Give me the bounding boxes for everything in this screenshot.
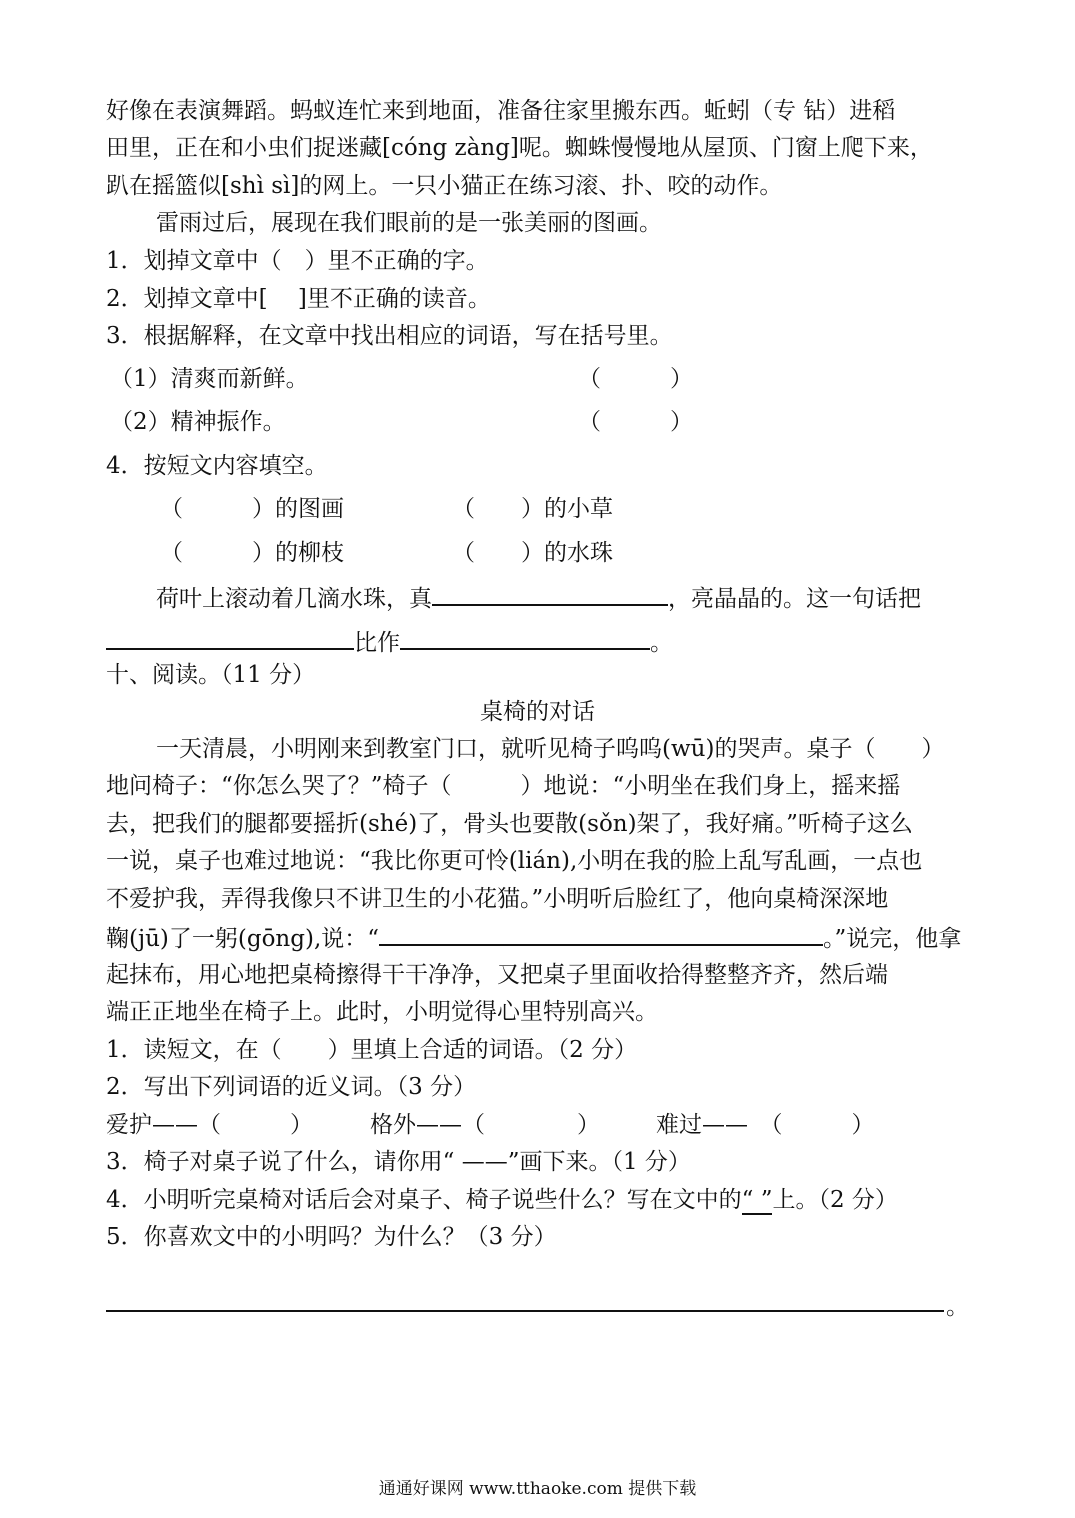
synonym-2[interactable]: 格外——（ ）: [370, 1112, 600, 1138]
passage-line-4: 雷雨过后，展现在我们眼前的是一张美丽的图画。: [156, 210, 662, 236]
section-10-heading: 十、阅读。（11 分）: [106, 662, 316, 688]
q9-question-3: 3．根据解释，在文章中找出相应的词语，写在括号里。: [106, 323, 673, 349]
q9-sentence-line-2: 比作 。: [106, 626, 673, 658]
q9-sentence-line-1: 荷叶上滚动着几滴水珠，真 ，亮晶晶的。这一句话把: [156, 582, 921, 614]
story-line-1: 一天清晨，小明刚来到教室门口，就听见椅子呜呜(wū)的哭声。桌子（ ）: [156, 736, 945, 762]
q9-fill-picture[interactable]: （ ）的图画: [160, 496, 344, 522]
passage-line-2: 田里，正在和小虫们捉迷藏[cóng zàng]呢。蜘蛛慢慢地从屋顶、门窗上爬下来，: [106, 135, 933, 161]
synonym-1[interactable]: 爱护——（ ）: [106, 1112, 313, 1138]
answer-blank[interactable]: [432, 582, 668, 606]
page-footer: 通通好课网 www.tthaoke.com 提供下载: [378, 1479, 697, 1499]
story-line-8: 端正正地坐在椅子上。此时，小明觉得心里特别高兴。: [106, 999, 658, 1025]
story-line-7: 起抹布，用心地把桌椅擦得干干净净，又把桌子里面收拾得整整齐齐，然后端: [106, 962, 888, 988]
answer-line[interactable]: [106, 1310, 944, 1312]
story-line-4: 一说，桌子也难过地说：“我比你更可怜(lián),小明在我的脸上乱写乱画，一点也: [106, 848, 923, 874]
answer-blank[interactable]: [400, 626, 650, 650]
q9-question-2: 2．划掉文章中[ ]里不正确的读音。: [106, 286, 491, 312]
passage-line-3: 趴在摇篮似[shì sì]的网上。一只小猫正在练习滚、扑、咬的动作。: [106, 173, 783, 199]
s10-question-3: 3．椅子对桌子说了什么，请你用“ ——”画下来。（1 分）: [106, 1149, 691, 1175]
story-line-2: 地问椅子：“你怎么哭了？”椅子（ ）地说：“小明坐在我们身上，摇来摇: [106, 773, 901, 799]
q9-answer-paren-1[interactable]: （ ）: [578, 366, 693, 392]
q9-question-1: 1．划掉文章中（ ）里不正确的字。: [106, 248, 489, 274]
q9-fill-grass[interactable]: （ ）的小草: [452, 496, 613, 522]
s10-question-4: 4．小明听完桌椅对话后会对桌子、椅子说些什么？写在文中的“ ”上。（2 分）: [106, 1187, 898, 1213]
q9-question-3-item-2: （2）精神振作。: [110, 409, 286, 435]
answer-line-end: 。: [946, 1294, 969, 1320]
s10-question-1: 1．读短文，在（ ）里填上合适的词语。（2 分）: [106, 1037, 638, 1063]
story-line-6: 鞠(jū)了一躬(gōng),说：“ 。”说完，他拿: [106, 922, 961, 954]
story-line-5: 不爱护我，弄得我像只不讲卫生的小花猫。”小明听后脸红了，他向桌椅深深地: [106, 886, 889, 912]
q9-question-4: 4．按短文内容填空。: [106, 453, 328, 479]
passage-line-1: 好像在表演舞蹈。蚂蚁连忙来到地面，准备往家里搬东西。蚯蚓（专 钻）进稻: [106, 98, 896, 124]
story-title: 桌椅的对话: [480, 699, 595, 725]
q9-question-3-item-1: （1）清爽而新鲜。: [110, 366, 309, 392]
answer-blank[interactable]: [106, 626, 354, 650]
q9-fill-waterdrop[interactable]: （ ）的水珠: [452, 540, 613, 566]
synonym-3[interactable]: 难过—— （ ）: [656, 1112, 875, 1138]
s10-question-2: 2．写出下列词语的近义词。（3 分）: [106, 1074, 477, 1100]
s10-question-5: 5．你喜欢文中的小明吗？为什么？（3 分）: [106, 1224, 557, 1250]
story-line-3: 去，把我们的腿都要摇折(shé)了，骨头也要散(sǒn)架了，我好痛。”听椅子这么: [106, 811, 913, 837]
answer-blank[interactable]: [379, 922, 823, 946]
q9-fill-willow[interactable]: （ ）的柳枝: [160, 540, 344, 566]
q9-answer-paren-2[interactable]: （ ）: [578, 409, 693, 435]
